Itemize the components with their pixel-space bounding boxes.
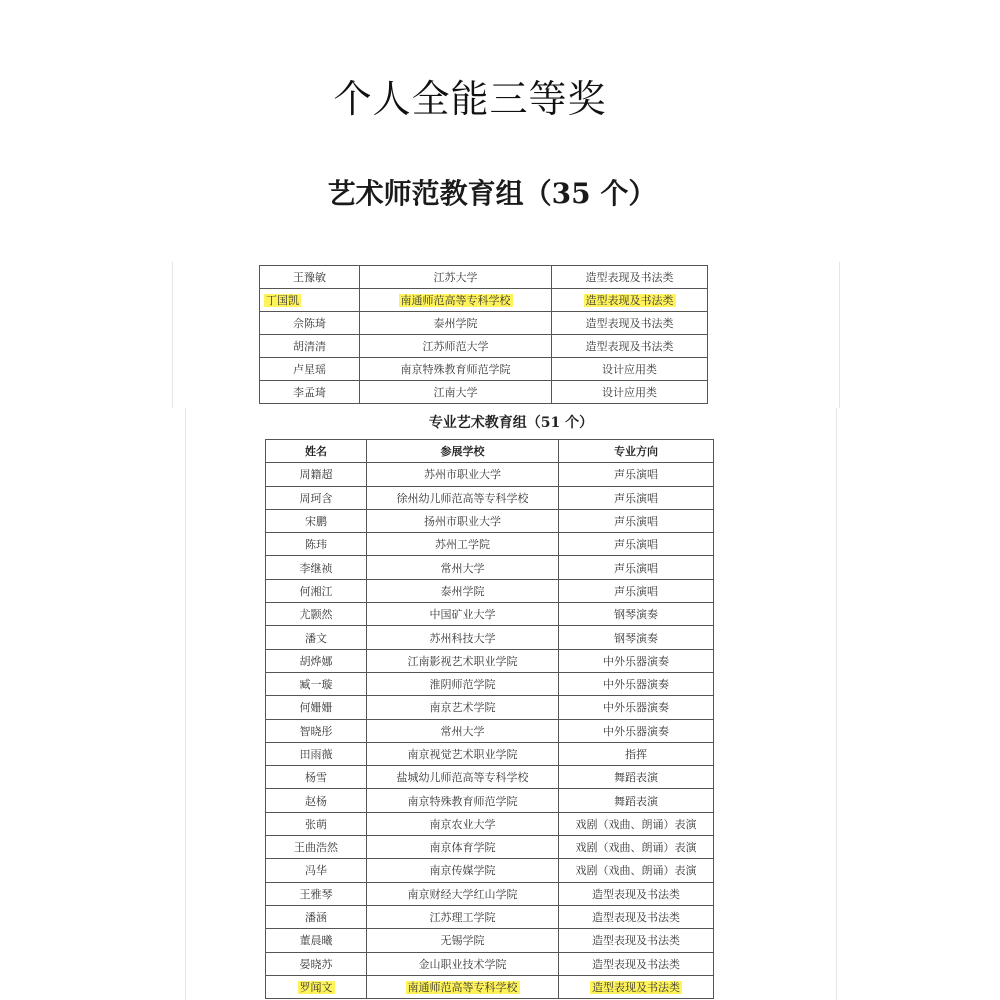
cell-major bbox=[559, 975, 714, 998]
cell-major-text: 指挥 bbox=[625, 748, 647, 761]
cell-school bbox=[367, 626, 559, 649]
cell-school-text: 苏州科技大学 bbox=[429, 631, 496, 645]
cell-name-text: 董晨曦 bbox=[299, 934, 333, 948]
table-row bbox=[260, 381, 708, 404]
cell-major-text: 声乐演唱 bbox=[614, 538, 658, 552]
cell-school bbox=[367, 952, 559, 975]
cell-name-text: 周籍超 bbox=[299, 468, 333, 482]
cell-school bbox=[360, 335, 552, 358]
cell-major-text: 戏剧（戏曲、朗诵）表演 bbox=[575, 841, 697, 855]
cell-school bbox=[360, 312, 552, 335]
table-row bbox=[266, 626, 714, 649]
cell-major-text: 设计应用类 bbox=[602, 363, 657, 376]
cell-name bbox=[266, 882, 367, 905]
table-row bbox=[266, 812, 714, 835]
cell-school bbox=[367, 766, 559, 789]
cell-school-text: 泰州学院 bbox=[440, 584, 485, 598]
table-row bbox=[266, 672, 714, 695]
cell-name bbox=[266, 952, 367, 975]
cell-name bbox=[266, 649, 367, 672]
cell-major-text: 造型表现及书法类 bbox=[592, 934, 680, 948]
cell-name-text: 王曲浩然 bbox=[294, 841, 338, 855]
cell-major-text: 声乐演唱 bbox=[614, 491, 658, 505]
table-row bbox=[266, 952, 714, 975]
cell-name bbox=[260, 289, 360, 312]
cell-name-text: 潘文 bbox=[305, 631, 327, 645]
cell-school-text: 无锡学院 bbox=[440, 934, 485, 948]
cell-school bbox=[367, 533, 559, 556]
cell-major-text: 声乐演唱 bbox=[614, 561, 658, 575]
cell-major bbox=[559, 672, 714, 695]
cell-major-text: 戏剧（戏曲、朗诵）表演 bbox=[575, 864, 697, 878]
cell-major bbox=[559, 929, 714, 952]
cell-school bbox=[367, 812, 559, 835]
table-row bbox=[266, 486, 714, 509]
cell-major bbox=[559, 789, 714, 812]
cell-name-text: 冯华 bbox=[305, 864, 327, 878]
cell-school-text: 江南影视艺术职业学院 bbox=[407, 654, 518, 668]
cell-school bbox=[367, 905, 559, 928]
cell-major bbox=[552, 289, 708, 312]
cell-major bbox=[559, 556, 714, 579]
cell-major-text: 造型表现及书法类 bbox=[592, 980, 680, 994]
cell-major-text: 中外乐器演奏 bbox=[603, 701, 669, 715]
cell-major-text: 造型表现及书法类 bbox=[592, 911, 680, 925]
cell-school-text: 南京特殊教育师范学院 bbox=[407, 794, 518, 808]
cell-major-text: 声乐演唱 bbox=[614, 468, 658, 482]
top-award-table bbox=[259, 265, 708, 404]
cell-name bbox=[260, 335, 360, 358]
cell-name bbox=[266, 603, 367, 626]
cell-name-text: 晏晓苏 bbox=[299, 957, 333, 971]
table-row bbox=[266, 882, 714, 905]
cell-name-text: 李孟琦 bbox=[293, 386, 326, 399]
cell-name bbox=[266, 486, 367, 509]
table-row bbox=[266, 696, 714, 719]
cell-school bbox=[360, 381, 552, 404]
table-row bbox=[266, 742, 714, 765]
table-row bbox=[266, 719, 714, 742]
cell-major-text: 中外乐器演奏 bbox=[603, 654, 669, 668]
cell-name bbox=[266, 509, 367, 532]
cell-name bbox=[260, 312, 360, 335]
cell-name-text: 陈玮 bbox=[305, 538, 327, 552]
cell-school-text: 南京财经大学红山学院 bbox=[407, 887, 518, 901]
cell-major bbox=[559, 859, 714, 882]
cell-school bbox=[367, 579, 559, 602]
cell-name bbox=[266, 766, 367, 789]
cell-major-text: 舞蹈表演 bbox=[614, 771, 658, 785]
cell-school bbox=[367, 719, 559, 742]
cell-major-text: 钢琴演奏 bbox=[614, 608, 658, 622]
cell-school bbox=[360, 289, 552, 312]
cell-school-text: 南京视觉艺术职业学院 bbox=[407, 748, 518, 761]
cell-school-text: 江苏理工学院 bbox=[429, 911, 496, 925]
cell-school bbox=[367, 696, 559, 719]
cell-major-text: 造型表现及书法类 bbox=[585, 340, 674, 353]
cell-school bbox=[367, 672, 559, 695]
cell-major bbox=[559, 882, 714, 905]
cell-school-text: 南通师范高等专科学校 bbox=[400, 294, 511, 307]
cell-name bbox=[266, 672, 367, 695]
cell-name-text: 张萌 bbox=[305, 817, 327, 831]
cell-name bbox=[266, 905, 367, 928]
cell-name-text: 何姗姗 bbox=[299, 701, 333, 715]
cell-school-text: 南京体育学院 bbox=[429, 841, 496, 855]
cell-major bbox=[559, 742, 714, 765]
cell-school-text: 南京农业大学 bbox=[429, 817, 496, 831]
page-title: 个人全能三等奖 bbox=[333, 77, 607, 121]
cell-school bbox=[367, 836, 559, 859]
cell-name bbox=[266, 696, 367, 719]
cell-major-text: 中外乐器演奏 bbox=[603, 724, 669, 738]
table-row bbox=[266, 859, 714, 882]
table-row bbox=[260, 266, 708, 289]
section-title: 专业艺术教育组（51 个） bbox=[428, 415, 594, 431]
cell-name-text: 罗闻文 bbox=[299, 980, 333, 994]
cell-name bbox=[260, 381, 360, 404]
cell-major-text: 造型表现及书法类 bbox=[585, 294, 674, 307]
cell-school-text: 苏州市职业大学 bbox=[424, 468, 501, 482]
header-school: 参展学校 bbox=[367, 440, 559, 463]
cell-name-text: 胡清清 bbox=[293, 340, 326, 353]
table-row bbox=[266, 905, 714, 928]
cell-major-text: 舞蹈表演 bbox=[614, 794, 658, 808]
cell-name bbox=[266, 719, 367, 742]
cell-school-text: 盐城幼儿师范高等专科学校 bbox=[396, 771, 529, 785]
cell-school bbox=[367, 929, 559, 952]
cell-name-text: 卢星瑶 bbox=[293, 363, 326, 376]
cell-school-text: 常州大学 bbox=[440, 724, 485, 738]
cell-school-text: 徐州幼儿师范高等专科学校 bbox=[396, 491, 529, 505]
top-table-fragment bbox=[172, 262, 840, 408]
table-row bbox=[266, 533, 714, 556]
table-row bbox=[266, 929, 714, 952]
cell-school bbox=[367, 742, 559, 765]
table-row bbox=[266, 509, 714, 532]
table-row bbox=[260, 289, 708, 312]
table-row bbox=[266, 579, 714, 602]
cell-name-text: 杨雪 bbox=[305, 771, 327, 785]
cell-school bbox=[367, 649, 559, 672]
cell-name bbox=[266, 929, 367, 952]
cell-major-text: 造型表现及书法类 bbox=[592, 957, 680, 971]
cell-major bbox=[559, 533, 714, 556]
cell-name bbox=[266, 742, 367, 765]
cell-major bbox=[552, 381, 708, 404]
cell-school-text: 泰州学院 bbox=[433, 317, 478, 330]
cell-major bbox=[559, 905, 714, 928]
cell-name bbox=[266, 836, 367, 859]
cell-major-text: 声乐演唱 bbox=[614, 584, 658, 598]
cell-major-text: 钢琴演奏 bbox=[614, 631, 658, 645]
cell-school-text: 扬州市职业大学 bbox=[424, 515, 501, 529]
cell-major bbox=[559, 603, 714, 626]
cell-major bbox=[559, 579, 714, 602]
table-header-row bbox=[266, 440, 714, 463]
header-major: 专业方向 bbox=[559, 440, 714, 463]
cell-name-text: 李继祯 bbox=[299, 561, 333, 575]
cell-school-text: 江苏师范大学 bbox=[422, 340, 489, 353]
cell-school-text: 江南大学 bbox=[433, 386, 478, 399]
cell-name bbox=[266, 579, 367, 602]
table-row bbox=[266, 766, 714, 789]
table-row bbox=[266, 463, 714, 486]
cell-school-text: 淮阴师范学院 bbox=[429, 678, 496, 692]
cell-school bbox=[367, 882, 559, 905]
cell-school bbox=[367, 509, 559, 532]
cell-major-text: 造型表现及书法类 bbox=[592, 887, 680, 901]
cell-major-text: 造型表现及书法类 bbox=[585, 271, 674, 284]
cell-major bbox=[552, 312, 708, 335]
cell-major bbox=[559, 509, 714, 532]
cell-name bbox=[266, 789, 367, 812]
table-row bbox=[266, 649, 714, 672]
group-title: 艺术师范教育组（35 个） bbox=[327, 177, 657, 210]
cell-major bbox=[559, 952, 714, 975]
cell-major bbox=[559, 696, 714, 719]
table-row bbox=[266, 836, 714, 859]
table-row bbox=[266, 789, 714, 812]
cell-name-text: 王豫敏 bbox=[293, 271, 326, 284]
cell-major-text: 设计应用类 bbox=[602, 386, 657, 399]
cell-school bbox=[367, 975, 559, 998]
cell-name bbox=[266, 859, 367, 882]
table-row bbox=[260, 358, 708, 381]
cell-name-text: 王雅琴 bbox=[299, 887, 333, 901]
cell-name-text: 智晓彤 bbox=[299, 724, 333, 738]
cell-school bbox=[367, 789, 559, 812]
cell-school-text: 金山职业技术学院 bbox=[418, 957, 507, 971]
cell-major-text: 声乐演唱 bbox=[614, 515, 658, 529]
cell-school bbox=[367, 603, 559, 626]
cell-major bbox=[559, 766, 714, 789]
cell-name-text: 宋鹏 bbox=[305, 515, 327, 529]
cell-major-text: 戏剧（戏曲、朗诵）表演 bbox=[575, 817, 697, 831]
cell-school-text: 南京传媒学院 bbox=[429, 864, 496, 878]
cell-school-text: 常州大学 bbox=[440, 561, 485, 575]
cell-major bbox=[559, 719, 714, 742]
cell-major bbox=[552, 358, 708, 381]
cell-name bbox=[266, 975, 367, 998]
cell-school bbox=[360, 266, 552, 289]
cell-school-text: 中国矿业大学 bbox=[429, 608, 496, 622]
professional-award-table bbox=[265, 439, 714, 999]
table-row bbox=[260, 312, 708, 335]
cell-school-text: 苏州工学院 bbox=[435, 538, 490, 552]
cell-name-text: 何湘江 bbox=[299, 584, 333, 598]
cell-school bbox=[367, 556, 559, 579]
cell-major bbox=[559, 649, 714, 672]
cell-name bbox=[266, 556, 367, 579]
cell-name bbox=[266, 812, 367, 835]
cell-school-text: 南京特殊教育师范学院 bbox=[400, 363, 511, 376]
cell-name-text: 臧一璇 bbox=[299, 678, 333, 692]
cell-name-text: 胡烨娜 bbox=[299, 654, 333, 668]
table-row bbox=[266, 556, 714, 579]
cell-major-text: 造型表现及书法类 bbox=[585, 317, 674, 330]
cell-name-text: 尤颢然 bbox=[299, 608, 333, 622]
cell-name-text: 潘涵 bbox=[305, 911, 327, 925]
cell-major bbox=[552, 335, 708, 358]
cell-school-text: 江苏大学 bbox=[433, 271, 478, 284]
cell-major bbox=[559, 626, 714, 649]
cell-name-text: 周珂含 bbox=[299, 491, 333, 505]
table-row bbox=[260, 335, 708, 358]
cell-school-text: 南通师范高等专科学校 bbox=[407, 980, 518, 994]
cell-name bbox=[260, 266, 360, 289]
cell-school bbox=[367, 859, 559, 882]
cell-major bbox=[559, 486, 714, 509]
cell-name-text: 佘陈琦 bbox=[293, 317, 326, 330]
cell-school-text: 南京艺术学院 bbox=[429, 701, 496, 715]
header-name: 姓名 bbox=[266, 440, 367, 463]
section-professional-art bbox=[185, 408, 837, 1000]
cell-major-text: 中外乐器演奏 bbox=[603, 678, 669, 692]
cell-major bbox=[552, 266, 708, 289]
cell-name-text: 赵杨 bbox=[305, 794, 327, 808]
cell-name bbox=[266, 626, 367, 649]
cell-name-text: 丁国凯 bbox=[266, 294, 299, 307]
cell-name bbox=[266, 533, 367, 556]
cell-school bbox=[367, 463, 559, 486]
cell-name bbox=[260, 358, 360, 381]
cell-major bbox=[559, 812, 714, 835]
cell-name-text: 田雨薇 bbox=[299, 748, 333, 761]
cell-major bbox=[559, 836, 714, 859]
cell-school bbox=[360, 358, 552, 381]
cell-name bbox=[266, 463, 367, 486]
cell-major bbox=[559, 463, 714, 486]
table-row bbox=[266, 975, 714, 998]
table-row bbox=[266, 603, 714, 626]
cell-school bbox=[367, 486, 559, 509]
